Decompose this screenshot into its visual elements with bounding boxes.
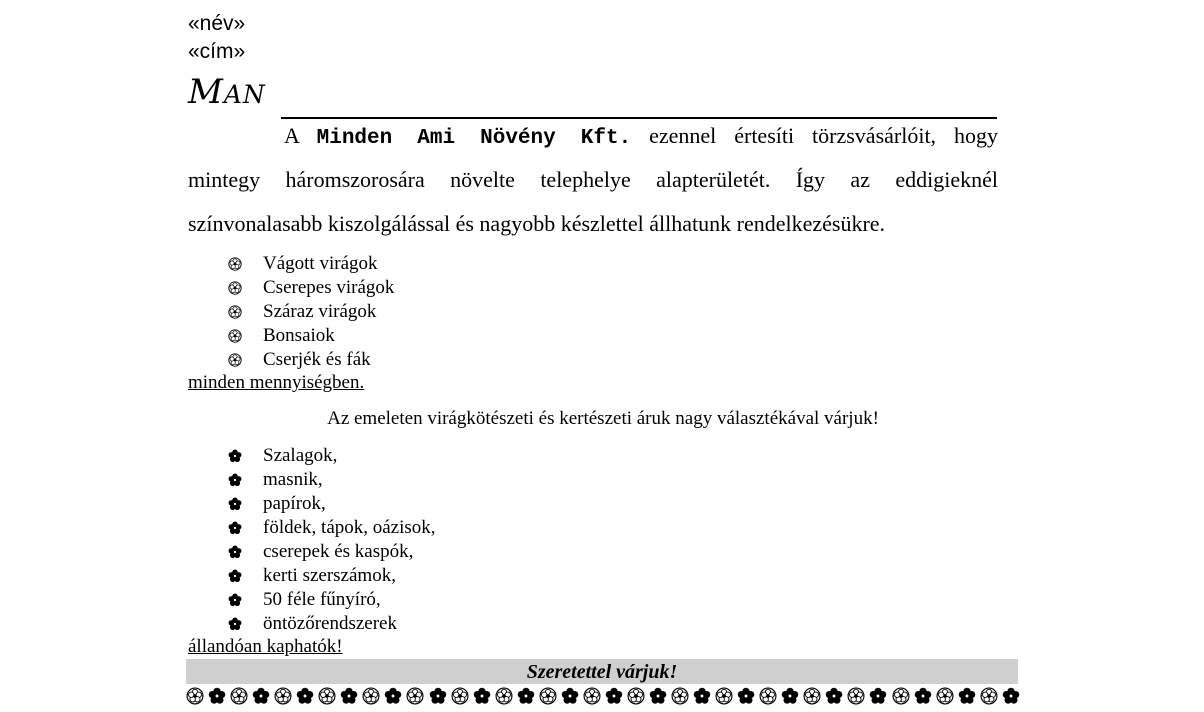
flower-outline-icon [671,687,689,705]
merge-field-name: «név» [188,12,246,35]
flower-outline-icon [228,353,242,367]
intro-prefix: A [284,123,299,148]
flower-outline-icon [627,687,645,705]
flower-outline-icon [847,687,865,705]
flower-outline-icon [892,687,910,705]
flower-border [186,687,1020,707]
upstairs-line: Az emeleten virágkötészeti és kertészeti áruk nagy választékával várjuk! [327,408,879,429]
man-label [188,72,266,112]
flower-filled-icon [781,687,799,705]
welcome-banner: Szeretettel várjuk! [186,659,1018,684]
flower-filled-icon [473,687,491,705]
merge-field-address: «cím» [188,40,246,63]
plant-list-closing: minden mennyiségben. [188,372,365,393]
flower-filled-icon [228,449,242,463]
intro-paragraph [188,114,998,246]
list-item [228,252,394,276]
flower-filled-icon [649,687,667,705]
list-item [228,300,394,324]
intro-line-2: mintegy háromszorosára növelte telephelye alapterületét. Így az eddigieknél [188,167,998,192]
flower-outline-icon [451,687,469,705]
flower-filled-icon [869,687,887,705]
company-name: Minden Ami Növény Kft. [316,127,632,150]
intro-line-3: színvonalasabb kiszolgálással és nagyobb készlettel állhatunk rendelkezésükre. [188,211,886,236]
flower-filled-icon [1002,687,1020,705]
flower-filled-icon [228,521,242,535]
flower-filled-icon [208,687,226,705]
supply-list-closing: állandóan kaphatók! [188,636,343,657]
flower-filled-icon [737,687,755,705]
list-item-label: Cserepes virágok [263,277,395,298]
flower-outline-icon [230,687,248,705]
list-item-label: öntözőrendszerek [263,613,397,634]
flower-filled-icon [914,687,932,705]
flower-outline-icon [228,257,242,271]
list-item-label: Cserjék és fák [263,349,371,370]
flower-outline-icon [495,687,513,705]
list-item [228,612,436,636]
flower-filled-icon [825,687,843,705]
flower-filled-icon [693,687,711,705]
flower-filled-icon [252,687,270,705]
supply-list [228,444,436,636]
list-item-label: Száraz virágok [263,301,377,322]
list-item [228,444,436,468]
flower-filled-icon [429,687,447,705]
flower-outline-icon [406,687,424,705]
list-item [228,324,394,348]
flower-outline-icon [936,687,954,705]
plant-list [228,252,394,372]
list-item-label: papírok, [263,493,326,514]
list-item [228,564,436,588]
flower-filled-icon [228,497,242,511]
list-item-label: Bonsaiok [263,325,335,346]
flower-outline-icon [186,687,204,705]
flower-filled-icon [384,687,402,705]
flower-outline-icon [228,329,242,343]
flower-filled-icon [228,569,242,583]
man-label-initial: M [188,72,224,112]
list-item-label: földek, tápok, oázisok, [263,517,436,538]
intro-line-1 [284,114,998,161]
flower-outline-icon [980,687,998,705]
list-item [228,348,394,372]
list-item [228,468,436,492]
flower-outline-icon [228,305,242,319]
list-item [228,516,436,540]
flower-outline-icon [583,687,601,705]
flower-filled-icon [296,687,314,705]
flower-outline-icon [228,281,242,295]
list-item [228,276,394,300]
list-item-label: Vágott virágok [263,253,378,274]
flower-filled-icon [228,617,242,631]
flower-filled-icon [517,687,535,705]
list-item [228,588,436,612]
list-item-label: kerti szerszámok, [263,565,396,586]
flower-filled-icon [340,687,358,705]
man-label-rest: AN [223,80,266,109]
flower-outline-icon [759,687,777,705]
flower-outline-icon [539,687,557,705]
flower-outline-icon [803,687,821,705]
flower-filled-icon [228,593,242,607]
flower-outline-icon [318,687,336,705]
flower-filled-icon [958,687,976,705]
list-item-label: masnik, [263,469,323,490]
list-item-label: Szalagok, [263,445,338,466]
flower-outline-icon [274,687,292,705]
intro-line-1-suffix: ezennel értesíti törzsvásárlóit, hogy [649,123,998,148]
list-item-label: cserepek és kaspók, [263,541,414,562]
flower-outline-icon [362,687,380,705]
flower-filled-icon [605,687,623,705]
flower-filled-icon [228,473,242,487]
list-item [228,492,436,516]
flower-filled-icon [228,545,242,559]
list-item-label: 50 féle fűnyíró, [263,589,381,610]
flower-filled-icon [561,687,579,705]
flower-outline-icon [715,687,733,705]
list-item [228,540,436,564]
